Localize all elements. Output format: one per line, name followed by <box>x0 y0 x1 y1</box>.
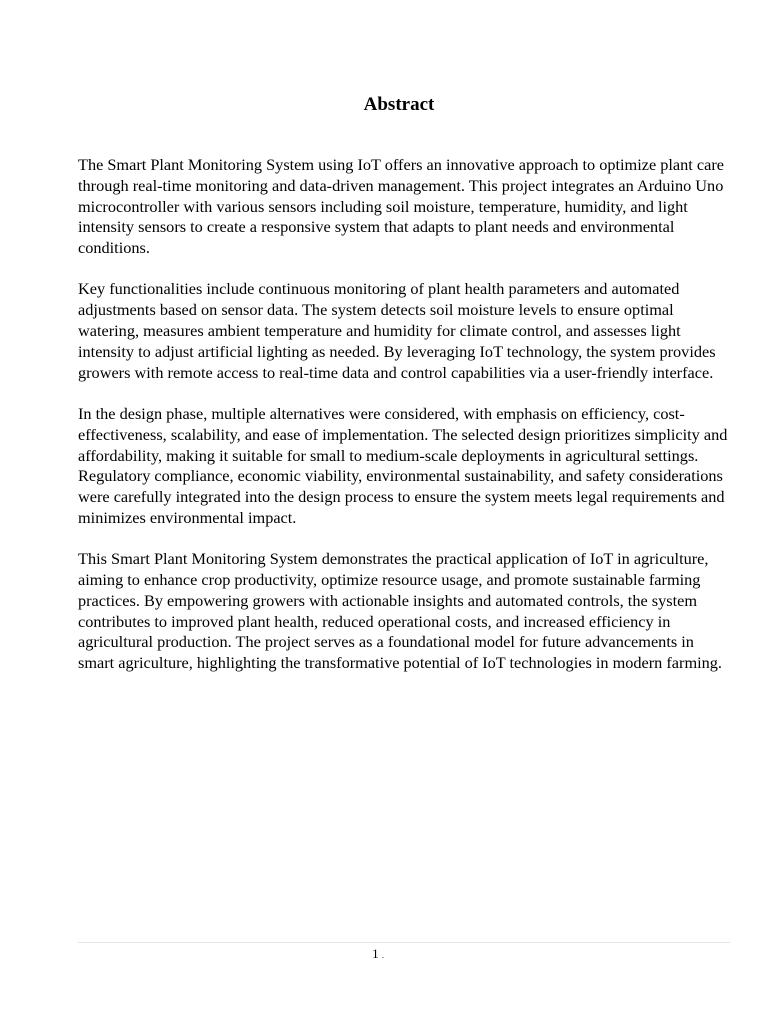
footer-divider <box>78 942 730 943</box>
paragraph-3: In the design phase, multiple alternatives were considered, with emphasis on efficiency, cost-effectiveness, scalability, and ease of implementation. The selected design prioritizes simplicity and affordability, making it suitable for small to medium-scale deployments in agricultural settings. Regulatory compliance, economic viability, environmental sustainability, and safety considerations were carefully integrated into the design process to ensure the system meets legal requirements and minimizes environmental impact. <box>78 403 728 527</box>
paragraph-4: This Smart Plant Monitoring System demonstrates the practical application of IoT in agriculture, aiming to enhance crop productivity, optimize resource usage, and promote sustainable farming practices. By empowering growers with actionable insights and automated controls, the system contributes to improved plant health, reduced operational costs, and increased efficiency in agricultural production. The project serves as a foundational model for future advancements in smart agriculture, highlighting the transformative potential of IoT technologies in modern farming. <box>78 549 722 673</box>
paragraph-2: Key functionalities include continuous monitoring of plant health parameters and automated adjustments based on sensor data. The system detects soil moisture levels to ensure optimal watering, measures ambient temperature and humidity for climate control, and assesses light intensity to adjust artificial lighting as needed. By leveraging IoT technology, the system provides growers with remote access to real-time data and control capabilities via a user-friendly interface. <box>78 279 716 382</box>
abstract-heading: Abstract <box>363 94 435 115</box>
paragraph-1: The Smart Plant Monitoring System using IoT offers an innovative approach to optimize plant care through real-time monitoring and data-driven management. This project integrates an Arduino Uno microcontroller with various sensors including soil moisture, temperature, humidity, and light intensity sensors to create a responsive system that adapts to plant needs and environmental conditions. <box>78 155 724 258</box>
page-number <box>0 945 756 965</box>
page-number-suffix: . <box>381 951 384 960</box>
abstract-body <box>78 155 732 695</box>
page-number-value: 1 <box>372 946 379 961</box>
